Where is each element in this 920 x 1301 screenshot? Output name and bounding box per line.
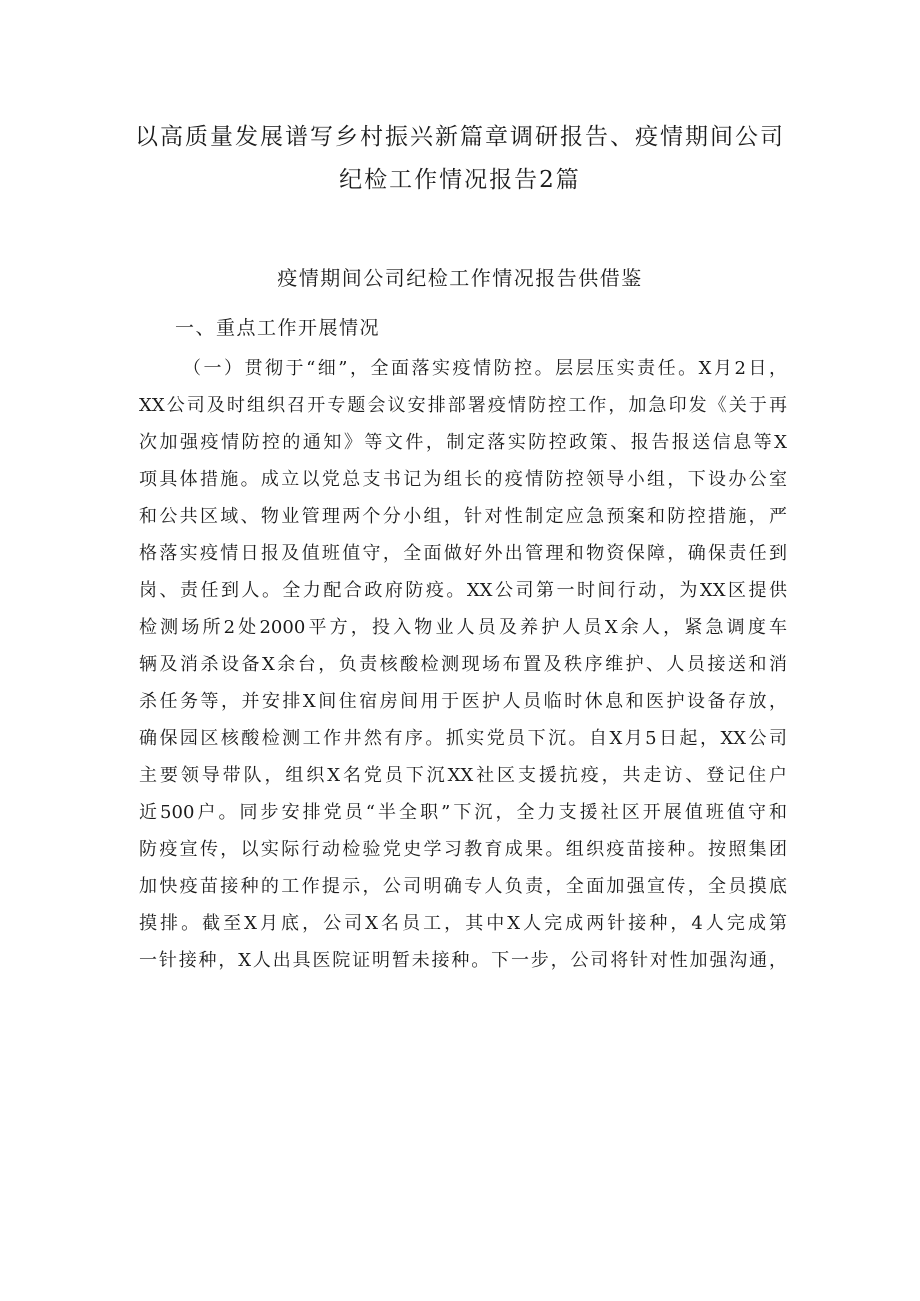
paragraph-line: 防疫宣传，以实际行动检验党史学习教育成果。组织疫苗接种。按照集团 [139,839,787,860]
paragraph-line: 确保园区核酸检测工作井然有序。抓实党员下沉。自X月5日起，XX公司 [139,728,787,749]
paragraph-line: 次加强疫情防控的通知》等文件，制定落实防控政策、报告报送信息等X [139,432,787,453]
paragraph-line: 加快疫苗接种的工作提示，公司明确专人负责，全面加强宣传，全员摸底 [139,876,787,897]
paragraph-line: 和公共区域、物业管理两个分小组，针对性制定应急预案和防控措施，严 [139,506,787,527]
document-title-line-1: 以高质量发展谱写乡村振兴新篇章调研报告、疫情期间公司 [135,124,785,150]
paragraph-line: 杀任务等，并安排X间住宿房间用于医护人员临时休息和医护设备存放， [139,691,787,712]
section-heading: 一、重点工作开展情况 [175,317,381,339]
paragraph-line: XX公司及时组织召开专题会议安排部署疫情防控工作，加急印发《关于再 [139,395,787,416]
paragraph-line: 主要领导带队，组织X名党员下沉XX社区支援抗疫，共走访、登记住户 [139,765,787,786]
report-subtitle: 疫情期间公司纪检工作情况报告供借鉴 [277,266,643,290]
paragraph-line: 格落实疫情日报及值班值守，全面做好外出管理和物资保障，确保责任到 [139,543,787,564]
paragraph-line: 岗、责任到人。全力配合政府防疫。XX公司第一时间行动，为XX区提供 [139,580,787,601]
document-title-line-2: 纪检工作情况报告2篇 [339,167,581,193]
paragraph-line: 项具体措施。成立以党总支书记为组长的疫情防控领导小组，下设办公室 [139,469,787,490]
paragraph-line: 摸排。截至X月底，公司X名员工，其中X人完成两针接种，4人完成第 [139,913,787,934]
paragraph-line: 一针接种，X人出具医院证明暂未接种。下一步，公司将针对性加强沟通， [139,950,787,971]
paragraph-line: （一）贯彻于“细”，全面落实疫情防控。层层压实责任。X月2日， [183,358,787,379]
paragraph-line: 辆及消杀设备X余台，负责核酸检测现场布置及秩序维护、人员接送和消 [139,654,787,675]
paragraph-line: 近500户。同步安排党员“半全职”下沉，全力支援社区开展值班值守和 [139,802,787,823]
paragraph-line: 检测场所2处2000平方，投入物业人员及养护人员X余人，紧急调度车 [139,617,787,638]
